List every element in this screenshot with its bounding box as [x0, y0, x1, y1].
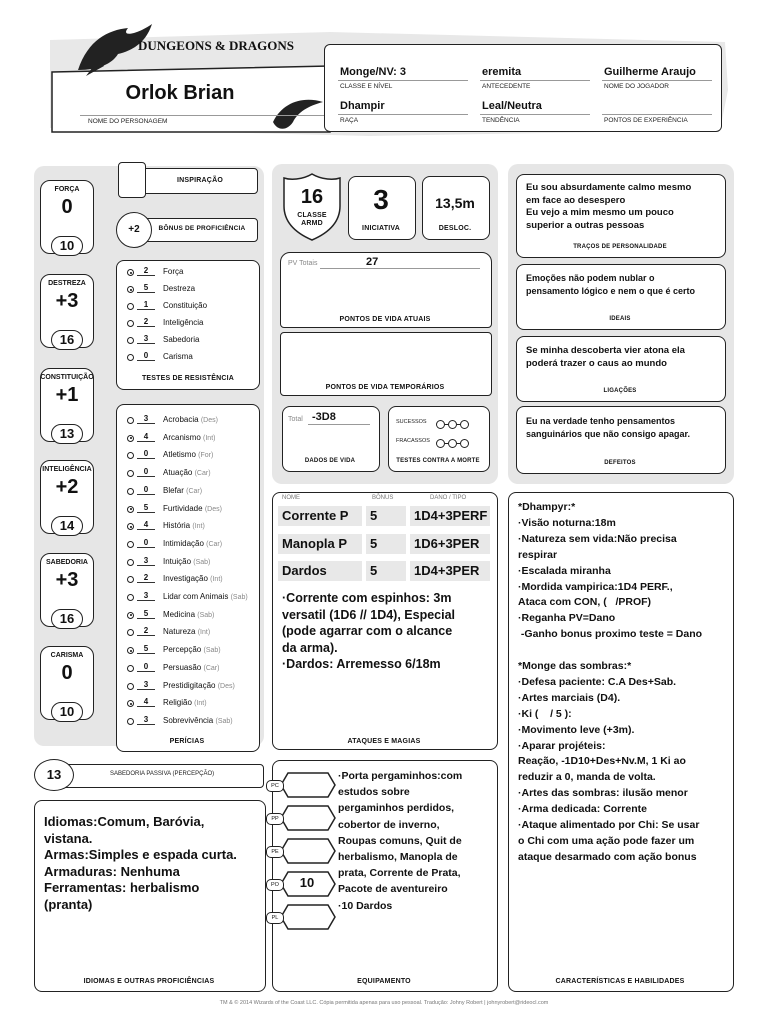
- armor-class-value: 16: [300, 186, 324, 208]
- text-line: Armas:Simples e espada curta.: [44, 847, 237, 862]
- save-wisdom[interactable]: 3 Sabedoria: [117, 333, 257, 350]
- text-line: Reação, -1D10+Des+Nv.M, 1 Ki ao: [518, 755, 686, 768]
- background-label: ANTECEDENTE: [482, 83, 531, 90]
- footer-legal: TM & © 2014 Wizards of the Coast LLC. Cópia permitida apenas para uso pessoal. Tradução: Johny Robert | johnyrobert@rideocl.com: [219, 1000, 549, 1006]
- character-name[interactable]: Orlok Brian: [125, 82, 235, 104]
- skill-row[interactable]: 4 Arcanismo (Int): [117, 431, 257, 448]
- player-name-label: NOME DO JOGADOR: [604, 83, 670, 90]
- hp-temp-label: PONTOS DE VIDA TEMPORÁRIOS: [325, 384, 445, 391]
- text-line: Eu vejo a mim mesmo um pouco: [526, 207, 674, 218]
- coin-label: PO: [266, 879, 284, 891]
- coin-label: PP: [266, 813, 284, 825]
- attack-row[interactable]: Corrente P 5 1D4+3PERF: [278, 506, 490, 526]
- skill-row[interactable]: 0 Persuasão (Car): [117, 661, 257, 678]
- coin-label: PC: [266, 780, 284, 792]
- skill-row[interactable]: 5 Medicina (Sab): [117, 608, 257, 625]
- hit-dice-total-label: Total: [288, 416, 303, 423]
- hit-dice-total-value: -3D8: [312, 411, 336, 423]
- skill-row[interactable]: 0 Intimidação (Car): [117, 537, 257, 554]
- coin-pp[interactable]: [271, 805, 336, 831]
- attack-notes[interactable]: [282, 590, 494, 673]
- attacks-col-name: NOME: [282, 495, 300, 501]
- text-line: ataque desarmado com ação bonus: [518, 850, 697, 863]
- text-line: (pranta): [44, 896, 93, 912]
- text-line: herbalismo, Manopla de: [338, 851, 458, 864]
- text-line: -Ganho bonus proximo teste = Dano: [518, 628, 703, 641]
- skill-row[interactable]: 4 Religião (Int): [117, 696, 257, 713]
- ability-dexterity[interactable]: DESTREZA +3 16: [40, 274, 96, 352]
- attacks-col-bonus: BÔNUS: [372, 495, 394, 501]
- attacks-col-damage: DANO / TIPO: [430, 495, 467, 501]
- coin-label: PL: [266, 912, 284, 924]
- text-line: ·Reganha PV=Dano: [518, 612, 616, 625]
- text-line: reduzir a 0, manda de volta.: [518, 771, 656, 784]
- proficiency-circle[interactable]: +2: [116, 212, 152, 248]
- coin-pe[interactable]: [271, 838, 336, 864]
- features-title: CARACTERÍSTICAS E HABILIDADES: [555, 978, 685, 985]
- saving-throws-panel: [116, 260, 260, 390]
- text-line: ·Arma dedicada: Corrente: [518, 803, 647, 816]
- passive-label: SABEDORIA PASSIVA (PERCEPÇÃO): [110, 771, 215, 777]
- initiative-label: INICIATIVA: [362, 225, 400, 232]
- coin-label: PE: [266, 846, 284, 858]
- hp-total-label: PV Totais: [288, 260, 318, 267]
- text-line: estudos sobre: [338, 786, 410, 799]
- skill-row[interactable]: 4 História (Int): [117, 519, 257, 536]
- skill-row[interactable]: 5 Furtividade (Des): [117, 502, 257, 519]
- coin-value: 10: [299, 875, 315, 890]
- skill-row[interactable]: 2 Natureza (Int): [117, 625, 257, 642]
- text-line: Emoções não podem nublar o: [526, 273, 655, 283]
- alignment-label: TENDÊNCIA: [482, 117, 520, 124]
- text-line: pergaminhos perdidos,: [338, 802, 455, 815]
- ability-constitution[interactable]: CONSTITUIÇÃO +1 13: [40, 368, 96, 446]
- class-level-value[interactable]: Monge/NV: 3: [340, 66, 407, 78]
- hit-dice-label: DADOS DE VIDA: [304, 458, 356, 464]
- class-level-label: CLASSE E NÍVEL: [340, 83, 393, 90]
- text-line: da arma).: [282, 640, 338, 655]
- text-line: ·Porta pergaminhos:com: [338, 770, 463, 782]
- inspiration-input[interactable]: [118, 162, 146, 198]
- save-constitution[interactable]: 1 Constituição: [117, 299, 257, 316]
- text-line: ·Ki ( / 5 ):: [518, 707, 572, 720]
- text-line: ·Visão noturna:18m: [518, 516, 616, 529]
- text-line: o Chi com uma ação pode fazer um: [518, 835, 695, 848]
- death-success-label: SUCESSOS: [396, 419, 427, 425]
- text-line: Ferramentas: herbalismo: [44, 880, 200, 895]
- text-line: ·Natureza sem vida:Não precisa: [518, 532, 677, 545]
- text-line: Eu sou absurdamente calmo mesmo: [526, 182, 692, 193]
- ability-intelligence[interactable]: INTELIGÊNCIA +2 14: [40, 460, 96, 538]
- save-intelligence[interactable]: 2 Inteligência: [117, 316, 257, 333]
- flaws-label: DEFEITOS: [604, 460, 636, 466]
- text-line: ·Escalada miranha: [518, 564, 611, 577]
- skill-row[interactable]: 0 Blefar (Car): [117, 484, 257, 501]
- armor-class-label2: ARMD: [301, 220, 323, 227]
- text-line: pensamento lógico e nem o que é certo: [526, 285, 696, 296]
- save-charisma[interactable]: 0 Carisma: [117, 350, 257, 367]
- text-line: ·Corrente com espinhos: 3m: [282, 591, 452, 605]
- death-fail-label: FRACASSOS: [396, 438, 430, 444]
- text-line: versatil (1D6 // 1D4), Especial: [282, 607, 456, 622]
- ideals-label: IDEAIS: [609, 316, 631, 322]
- text-line: *Monge das sombras:*: [518, 660, 632, 673]
- text-line: Roupas comuns, Quit de: [338, 834, 462, 847]
- text-line: ·Aparar projéteis:: [518, 739, 606, 752]
- initiative-value: 3: [373, 184, 389, 215]
- armor-class-label1: CLASSE: [297, 212, 327, 219]
- death-saves-label: TESTES CONTRA A MORTE: [396, 458, 480, 464]
- skill-row[interactable]: 0 Atletismo (For): [117, 448, 257, 465]
- passive-value[interactable]: 13: [34, 759, 74, 791]
- coin-po[interactable]: [271, 871, 336, 897]
- save-strength[interactable]: 2 Força: [117, 265, 257, 282]
- skill-row[interactable]: 2 Investigação (Int): [117, 572, 257, 589]
- text-line: ·Movimento leve (+3m).: [518, 723, 635, 736]
- death-fail-marks[interactable]: [436, 435, 469, 453]
- text-line: superior a outras pessoas: [526, 219, 645, 231]
- alignment-value[interactable]: Leal/Neutra: [482, 100, 542, 112]
- text-line: (pode agarrar com o alcance: [282, 624, 453, 638]
- skill-row[interactable]: 3 Acrobacia (Des): [117, 413, 257, 430]
- text-line: Idiomas:Comum, Baróvia,: [44, 814, 205, 829]
- ability-wisdom[interactable]: SABEDORIA +3 16: [40, 553, 96, 631]
- skills-panel: [116, 404, 260, 752]
- text-line: Armaduras: Nenhuma: [44, 863, 180, 879]
- text-line: Ataca com CON, ( /PROF): [518, 596, 652, 609]
- character-name-label: NOME DO PERSONAGEM: [88, 118, 168, 125]
- skill-row[interactable]: 3 Intuição (Sab): [117, 555, 257, 572]
- coin-pl[interactable]: [271, 904, 336, 930]
- text-line: ·Mordida vampirica:1D4 PERF.,: [518, 580, 673, 593]
- equipment-title: EQUIPAMENTO: [357, 978, 411, 985]
- text-line: Eu na verdade tenho pensamentos: [526, 416, 676, 426]
- text-line: *Dhampyr:*: [518, 501, 576, 513]
- text-line: ·Artes marciais (D4).: [518, 691, 621, 704]
- text-line: Pacote de aventureiro: [338, 883, 448, 896]
- features-text: [518, 500, 730, 866]
- skill-row[interactable]: 0 Atuação (Car): [117, 466, 257, 483]
- hp-current-label: PONTOS DE VIDA ATUAIS: [339, 316, 431, 323]
- text-line: sanguinários que não consigo apagar.: [526, 428, 691, 439]
- traits-text: [526, 182, 720, 232]
- brand-title: DUNGEONS & DRAGONS: [138, 38, 295, 53]
- text-line: prata, Corrente de Prata,: [338, 867, 461, 880]
- text-line: Se minha descoberta vier atona ela: [526, 345, 685, 356]
- race-label: RAÇA: [340, 117, 359, 124]
- text-line: vistana.: [44, 830, 93, 846]
- skill-row[interactable]: 3 Lidar com Animais (Sab): [117, 590, 257, 607]
- text-line: [518, 643, 730, 659]
- text-line: ·Defesa paciente: C.A Des+Sab.: [518, 675, 677, 688]
- ability-charisma[interactable]: CARISMA 0 10: [40, 646, 96, 724]
- race-value[interactable]: Dhampir: [340, 100, 385, 112]
- proficiencies-title: IDIOMAS E OUTRAS PROFICIÊNCIAS: [83, 978, 215, 985]
- skill-row[interactable]: 5 Percepção (Sab): [117, 643, 257, 660]
- skill-row[interactable]: 3 Prestidigitação (Des): [117, 679, 257, 696]
- speed-label: DESLOC.: [438, 225, 472, 232]
- player-name-value[interactable]: Guilherme Araujo: [604, 66, 696, 78]
- text-line: ·Ataque alimentado por Chi: Se usar: [518, 819, 700, 832]
- text-line: em face ao desespero: [526, 194, 626, 206]
- equipment-text[interactable]: [338, 768, 494, 914]
- banner-dragon-icon: [268, 92, 328, 136]
- background-value[interactable]: eremita: [482, 66, 522, 78]
- hp-total-value: 27: [366, 256, 379, 268]
- attack-row[interactable]: Dardos 5 1D4+3PER: [278, 561, 490, 581]
- xp-label: PONTOS DE EXPERIÊNCIA: [604, 117, 688, 124]
- ideals-text: [526, 272, 720, 297]
- traits-label: TRAÇOS DE PERSONALIDADE: [573, 244, 667, 250]
- ability-strength[interactable]: FORÇA 0 10: [40, 180, 96, 258]
- text-line: poderá trazer o caus ao mundo: [526, 357, 667, 369]
- save-dexterity[interactable]: 5 Destreza: [117, 282, 257, 299]
- skill-row[interactable]: 3 Sobrevivência (Sab): [117, 714, 257, 731]
- attack-row[interactable]: Manopla P 5 1D6+3PER: [278, 534, 490, 554]
- proficiencies-text: [44, 814, 259, 913]
- speed-value: 13,5m: [435, 195, 475, 211]
- text-line: ·Dardos: Arremesso 6/18m: [282, 657, 441, 671]
- bonds-label: LIGAÇÕES: [603, 388, 637, 394]
- bonds-text: [526, 345, 720, 370]
- attacks-title: ATAQUES E MAGIAS: [347, 738, 421, 745]
- coin-pc[interactable]: [271, 772, 336, 798]
- death-success-marks[interactable]: [436, 416, 469, 434]
- skills-title: PERÍCIAS: [169, 738, 205, 745]
- inspiration-label: INSPIRAÇÃO: [177, 177, 223, 184]
- saving-throws-title: TESTES DE RESISTÊNCIA: [141, 375, 235, 382]
- text-line: respirar: [518, 548, 558, 561]
- text-line: ·10 Dardos: [338, 899, 393, 912]
- flaws-text: [526, 415, 720, 440]
- text-line: ·Artes das sombras: ilusão menor: [518, 787, 688, 800]
- text-line: cobertor de inverno,: [338, 818, 440, 831]
- proficiency-label: BÔNUS DE PROFICIÊNCIA: [158, 225, 246, 232]
